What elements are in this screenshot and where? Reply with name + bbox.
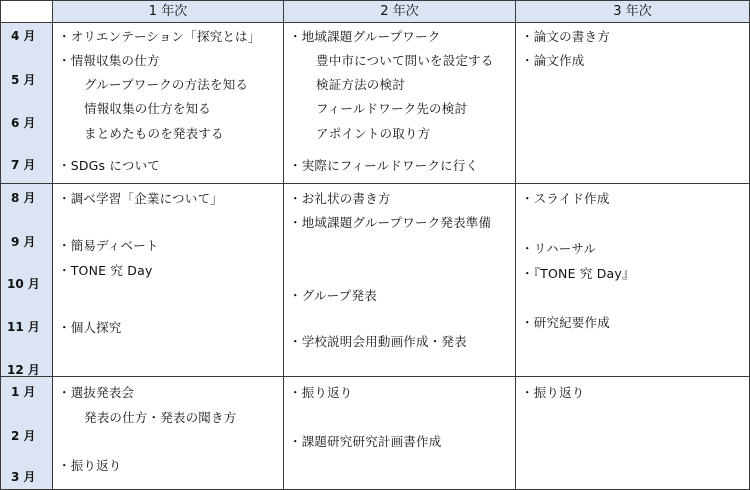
month-label: 4 月 [11,29,36,43]
schedule-subitem: 検証方法の検討 [316,77,405,92]
schedule-item: ・SDGs について [58,158,160,173]
schedule-item: ・振り返り [58,458,122,473]
month-label: 3 月 [11,470,36,484]
schedule-subitem: アポイントの取り方 [316,126,431,141]
month-label: 8 月 [11,191,36,205]
schedule-item: ・TONE 究 Day [58,263,153,278]
cell-band1-grade3 [515,22,750,184]
cell-band2-grade1 [52,183,284,377]
schedule-item: ・『TONE 究 Day』 [521,266,635,281]
month-label: 9 月 [11,235,36,249]
month-label: 2 月 [11,429,36,443]
schedule-item: ・地域課題グループワーク発表準備 [289,215,492,230]
schedule-item: ・個人探究 [58,320,122,335]
schedule-item: ・スライド作成 [521,191,610,206]
schedule-item: ・研究紀要作成 [521,315,610,330]
month-label: 12 月 [7,363,40,377]
schedule-item: ・課題研究研究計画書作成 [289,434,442,449]
month-label: 5 月 [11,73,36,87]
schedule-item: ・学校説明会用動画作成・発表 [289,334,467,349]
schedule-subitem: 豊中市について問いを設定する [316,53,494,68]
month-label: 1 月 [11,385,36,399]
schedule-subitem: 情報収集の仕方を知る [84,101,212,116]
schedule-item: ・簡易ディベート [58,238,159,253]
schedule-item: ・調べ学習「企業について」 [58,191,223,206]
schedule-item: ・グループ発表 [289,288,377,303]
month-label: 11 月 [7,320,40,334]
header-grade2: 2 年次 [283,0,516,23]
schedule-item: ・オリエンテーション「探究とは」 [58,29,261,44]
header-grade1: 1 年次 [52,0,284,23]
header-corner-cell [0,0,53,23]
schedule-item: ・選抜発表会 [58,385,135,400]
schedule-subitem: グループワークの方法を知る [84,77,249,92]
schedule-item: ・論文の書き方 [521,29,610,44]
header-grade3: 3 年次 [515,0,750,23]
schedule-item: ・リハーサル [521,241,597,256]
schedule-item: ・情報収集の仕方 [58,53,160,68]
schedule-subitem: まとめたものを発表する [84,126,224,141]
schedule-item: ・お礼状の書き方 [289,191,391,206]
schedule-item: ・振り返り [521,385,585,400]
month-label: 6 月 [11,116,36,130]
schedule-subitem: 発表の仕方・発表の聞き方 [84,410,237,425]
schedule-subitem: フィールドワーク先の検討 [316,101,468,116]
schedule-item: ・地域課題グループワーク [289,29,441,44]
month-label: 10 月 [7,277,40,291]
schedule-item: ・論文作成 [521,53,585,68]
schedule-item: ・振り返り [289,385,353,400]
month-label: 7 月 [11,158,36,172]
schedule-item: ・実際にフィールドワークに行く [289,158,479,173]
